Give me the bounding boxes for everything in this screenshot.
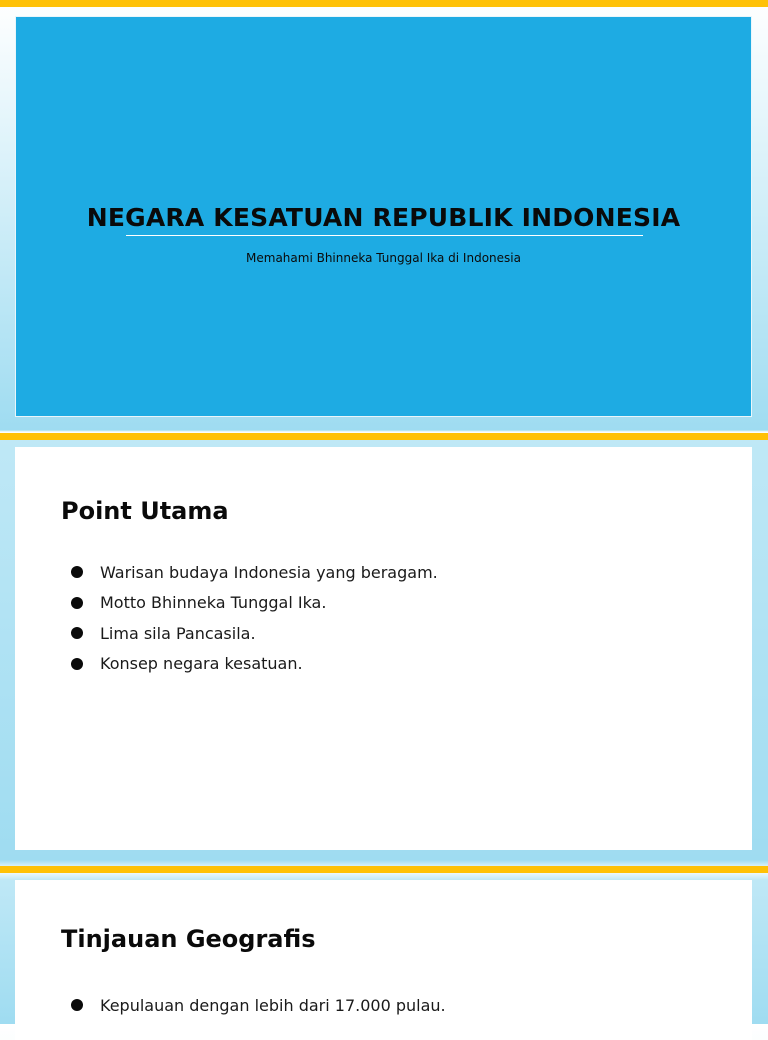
presentation-subtitle: Memahami Bhinneka Tunggal Ika di Indonesia (246, 251, 521, 265)
bullet-icon (71, 597, 83, 609)
slide-heading: Tinjauan Geografis (61, 925, 316, 953)
slide-divider-bar (0, 866, 768, 873)
list-item (71, 588, 438, 619)
slide-divider-bar (0, 433, 768, 440)
title-slide (15, 16, 752, 417)
list-item (71, 557, 438, 588)
title-underline (126, 235, 643, 236)
list-item-text: Lima sila Pancasila. (100, 623, 256, 643)
bullet-icon (71, 627, 83, 639)
list-item-text: Kepulauan dengan lebih dari 17.000 pulau. (100, 995, 446, 1015)
bullet-icon (71, 999, 83, 1011)
list-item (71, 990, 446, 1021)
list-item (71, 649, 438, 680)
list-item-text: Warisan budaya Indonesia yang beragam. (100, 562, 438, 582)
main-points-slide (15, 447, 752, 850)
presentation-title: NEGARA KESATUAN REPUBLIK INDONESIA (86, 203, 681, 232)
bullet-icon (71, 566, 83, 578)
slide-heading: Point Utama (61, 497, 229, 525)
bullet-list (71, 557, 438, 679)
list-item (71, 618, 438, 649)
bullet-list (71, 990, 446, 1021)
geography-slide (15, 880, 752, 1040)
top-accent-bar (0, 0, 768, 7)
list-item-text: Motto Bhinneka Tunggal Ika. (100, 593, 327, 613)
list-item-text: Konsep negara kesatuan. (100, 654, 303, 674)
bullet-icon (71, 658, 83, 670)
